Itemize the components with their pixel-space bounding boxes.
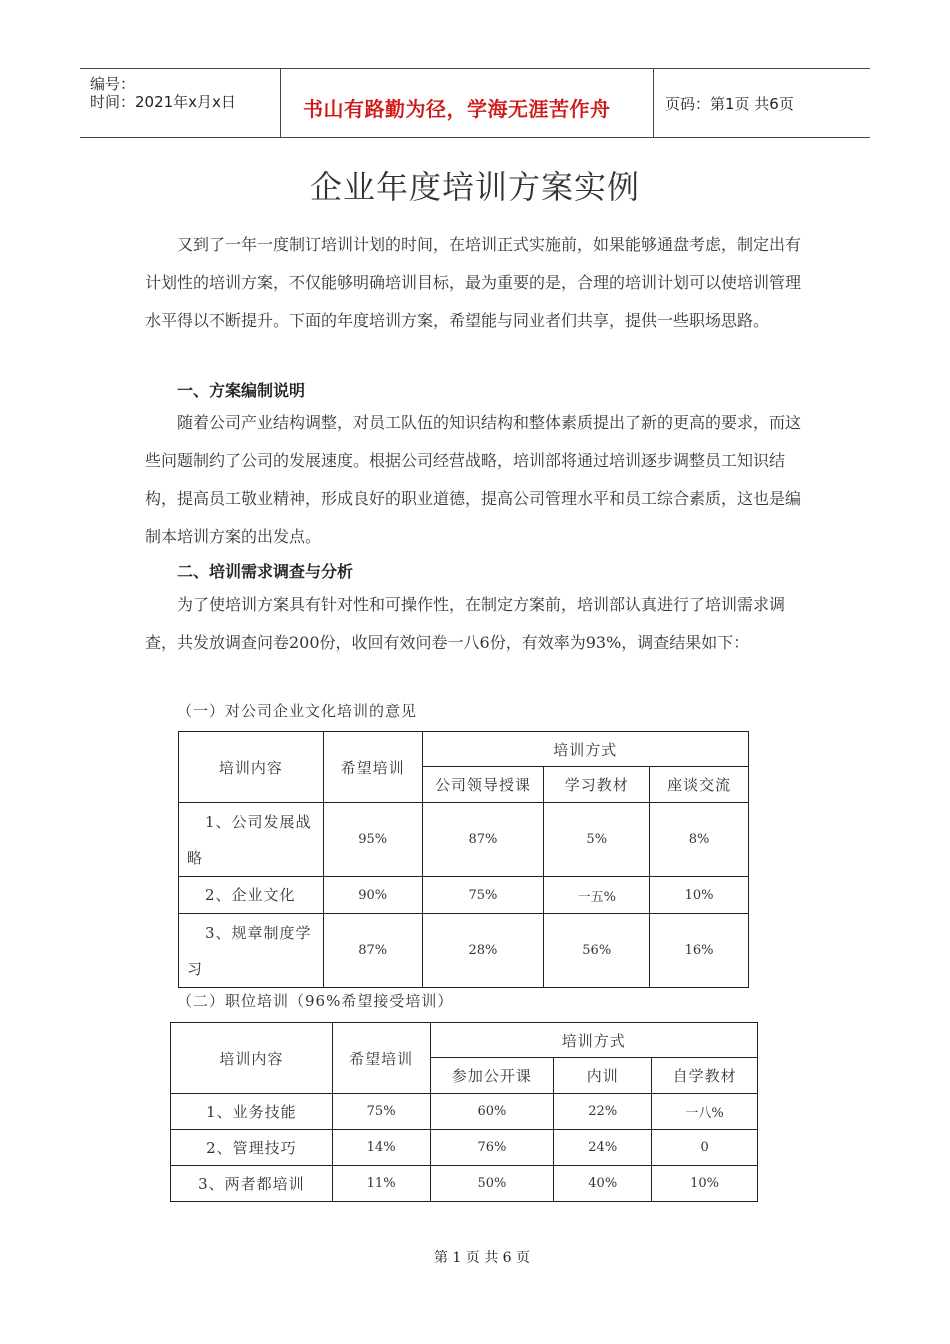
table-row xyxy=(171,1166,758,1202)
position-training-table xyxy=(170,1022,758,1202)
row-hope: 87% xyxy=(323,914,422,988)
page-label: 页码：第1页 共6页 xyxy=(665,95,794,113)
table2-caption: （二）职位培训（96%希望接受培训） xyxy=(177,992,454,1010)
header-hope: 希望培训 xyxy=(323,732,422,803)
subheader-cell: 内训 xyxy=(554,1058,652,1094)
header-method: 培训方式 xyxy=(430,1023,757,1058)
row-value: 16% xyxy=(650,914,749,988)
row-value: 10% xyxy=(652,1166,758,1202)
header-method: 培训方式 xyxy=(422,732,748,767)
table-row xyxy=(179,803,749,877)
row-value: 24% xyxy=(554,1130,652,1166)
row-value: 75% xyxy=(422,877,544,914)
row-hope: 90% xyxy=(323,877,422,914)
row-value: 一五% xyxy=(544,877,650,914)
header-meta-cell xyxy=(80,69,281,137)
row-hope: 75% xyxy=(332,1094,430,1130)
row-hope: 11% xyxy=(332,1166,430,1202)
table-row xyxy=(171,1130,758,1166)
row-content: 3、规章制度学习 xyxy=(179,914,324,988)
row-value: 0 xyxy=(652,1130,758,1166)
table-row xyxy=(179,914,749,988)
row-content: 3、两者都培训 xyxy=(171,1166,333,1202)
subheader-cell: 参加公开课 xyxy=(430,1058,554,1094)
intro-text: 又到了一年一度制订培训计划的时间，在培训正式实施前，如果能够通盘考虑，制定出有计划性的培训方案，不仅能够明确培训目标，最为重要的是，合理的培训计划可以使培训管理水平得以不断提升。下面的年度培训方案，希望能与同业者们共享，提供一些职场思路。 xyxy=(145,235,802,330)
row-content: 1、业务技能 xyxy=(171,1094,333,1130)
time-label: 时间：2021年x月x日 xyxy=(90,93,236,111)
row-value: 一八% xyxy=(652,1094,758,1130)
subheader-cell: 学习教材 xyxy=(544,767,650,803)
row-value: 56% xyxy=(544,914,650,988)
header-hope: 希望培训 xyxy=(332,1023,430,1094)
row-hope: 95% xyxy=(323,803,422,877)
row-value: 5% xyxy=(544,803,650,877)
document-header xyxy=(80,68,870,138)
table-header-row xyxy=(171,1023,758,1058)
table-header-row xyxy=(179,732,749,767)
row-value: 87% xyxy=(422,803,544,877)
intro-paragraph xyxy=(145,226,810,340)
section-heading-1: 一、方案编制说明 xyxy=(177,381,306,400)
table-row xyxy=(171,1094,758,1130)
page-footer: 第 1 页 共 6 页 xyxy=(433,1250,531,1266)
header-motto-cell xyxy=(281,69,654,137)
subheader-cell: 座谈交流 xyxy=(650,767,749,803)
row-value: 76% xyxy=(430,1130,554,1166)
row-value: 8% xyxy=(650,803,749,877)
number-label: 编号： xyxy=(90,75,136,93)
row-hope: 14% xyxy=(332,1130,430,1166)
subheader-cell: 公司领导授课 xyxy=(422,767,544,803)
row-content: 1、公司发展战略 xyxy=(179,803,324,877)
header-content: 培训内容 xyxy=(171,1023,333,1094)
row-value: 40% xyxy=(554,1166,652,1202)
table1-caption: （一）对公司企业文化培训的意见 xyxy=(177,702,418,720)
row-value: 10% xyxy=(650,877,749,914)
subheader-cell: 自学教材 xyxy=(652,1058,758,1094)
section-heading-2: 二、培训需求调查与分析 xyxy=(177,562,354,581)
row-value: 50% xyxy=(430,1166,554,1202)
section1-text: 随着公司产业结构调整，对员工队伍的知识结构和整体素质提出了新的更高的要求，而这些问题制约了公司的发展速度。根据公司经营战略，培训部将通过培训逐步调整员工知识结构，提高员工敬业精神，形成良好的职业道德，提高公司管理水平和员工综合素质，这也是编制本培训方案的出发点。 xyxy=(145,413,802,546)
culture-training-table xyxy=(178,731,749,988)
motto-text: 书山有路勤为径，学海无涯苦作舟 xyxy=(303,97,611,121)
row-content: 2、管理技巧 xyxy=(171,1130,333,1166)
row-value: 22% xyxy=(554,1094,652,1130)
page-title: 企业年度培训方案实例 xyxy=(309,168,640,206)
table-row xyxy=(179,877,749,914)
row-value: 28% xyxy=(422,914,544,988)
row-content: 2、企业文化 xyxy=(179,877,324,914)
section2-text: 为了使培训方案具有针对性和可操作性，在制定方案前，培训部认真进行了培训需求调查，共发放调查问卷200份，收回有效问卷一八6份，有效率为93%，调查结果如下： xyxy=(145,595,786,652)
section1-paragraph xyxy=(145,404,810,556)
header-content: 培训内容 xyxy=(179,732,324,803)
section2-paragraph xyxy=(145,586,810,662)
row-value: 60% xyxy=(430,1094,554,1130)
